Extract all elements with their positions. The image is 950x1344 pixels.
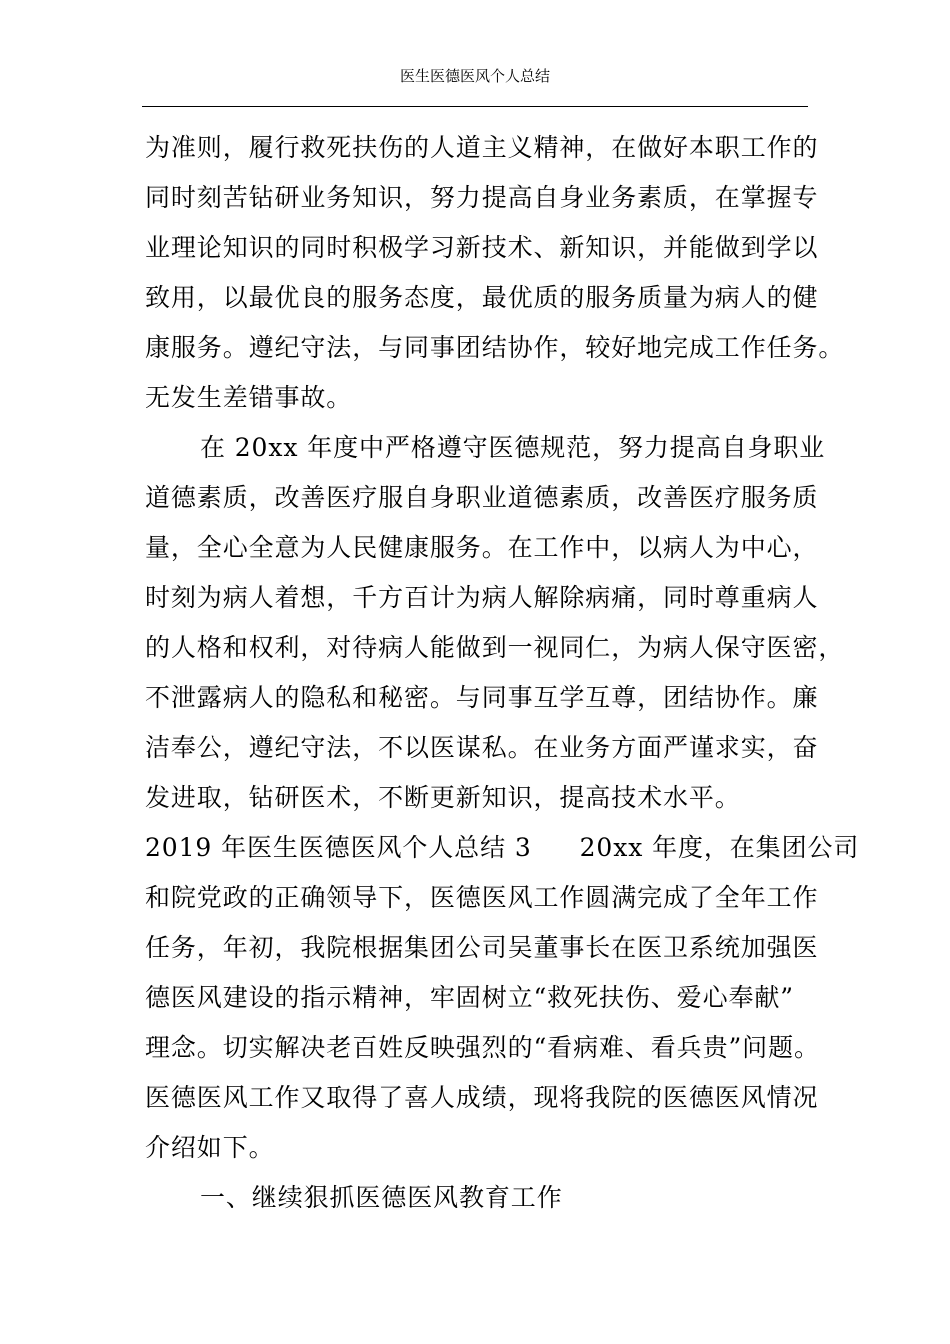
section-lead-text: 20xx 年度，在集团公司 — [579, 833, 860, 862]
body-line: 理念。切实解决老百姓反映强烈的“看病难、看兵贵”问题。 — [145, 1033, 820, 1062]
body-line: 时刻为病人着想，千方百计为病人解除病痛，同时尊重病人 — [145, 583, 819, 612]
body-line: 业理论知识的同时积极学习新技术、新知识，并能做到学以 — [145, 233, 819, 262]
body-line: 德医风建设的指示精神，牢固树立“救死扶伤、爱心奉献” — [145, 983, 794, 1012]
body-line: 道德素质，改善医疗服自身职业道德素质，改善医疗服务质 — [145, 483, 819, 512]
body-line: 发进取，钻研医术，不断更新知识，提高技术水平。 — [145, 783, 741, 812]
body-line: 介绍如下。 — [145, 1133, 275, 1162]
header-divider — [142, 106, 808, 107]
page-header-title: 医生医德医风个人总结 — [399, 67, 550, 85]
body-line: 洁奉公，遵纪守法，不以医谋私。在业务方面严谨求实，奋 — [145, 733, 819, 762]
body-line: 同时刻苦钻研业务知识，努力提高自身业务素质，在掌握专 — [145, 183, 819, 212]
body-line: 和院党政的正确领导下，医德医风工作圆满完成了全年工作 — [145, 883, 819, 912]
paragraph-first-line: 在 20xx 年度中严格遵守医德规范，努力提高自身职业 — [200, 433, 826, 462]
body-line: 康服务。遵纪守法，与同事团结协作，较好地完成工作任务。 — [145, 333, 845, 362]
body-line: 致用，以最优良的服务态度，最优质的服务质量为病人的健 — [145, 283, 819, 312]
body-line: 量，全心全意为人民健康服务。在工作中，以病人为中心， — [145, 533, 819, 562]
body-line: 不泄露病人的隐私和秘密。与同事互学互尊，团结协作。廉 — [145, 683, 819, 712]
section-title: 2019 年医生医德医风个人总结 3 — [145, 833, 532, 862]
body-line: 任务，年初，我院根据集团公司吴董事长在医卫系统加强医 — [145, 933, 819, 962]
section-heading-line — [145, 831, 859, 865]
body-line: 无发生差错事故。 — [145, 383, 353, 412]
body-line: 的人格和权利，对待病人能做到一视同仁，为病人保守医密， — [145, 633, 845, 662]
body-line: 为准则，履行救死扶伤的人道主义精神，在做好本职工作的 — [145, 133, 819, 162]
body-line: 医德医风工作又取得了喜人成绩，现将我院的医德医风情况 — [145, 1083, 819, 1112]
subsection-heading: 一、继续狠抓医德医风教育工作 — [200, 1183, 563, 1212]
